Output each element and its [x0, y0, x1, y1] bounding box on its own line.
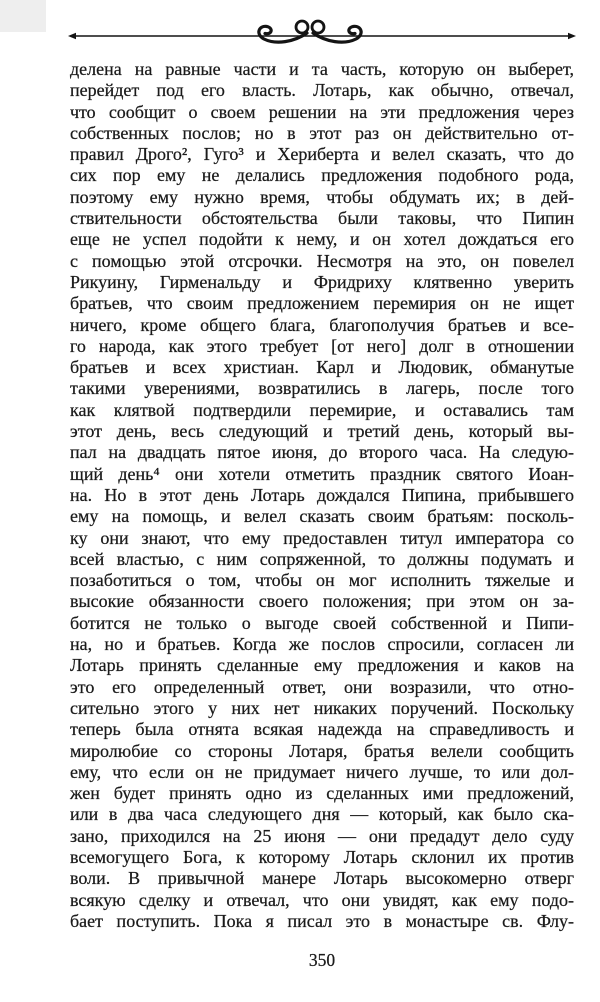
text-line-28: на, но и братьев. Когда же послов спросили, согласен ли	[70, 634, 574, 655]
text-line-32: теперь была отнята всякая надежда на справедливость и	[70, 719, 574, 740]
text-line-27: ботится не только о выгоде своей собственной и Пипи-	[70, 612, 574, 633]
text-line-7: поэтому ему нужно время, чтобы обдумать их; в дей-	[70, 186, 574, 207]
text-line-9: еще не успел подойти к нему, и он хотел дождаться его	[70, 229, 574, 250]
text-line-41: бает поступить. Пока я писал это в монастыре св. Флу-	[70, 910, 574, 931]
text-line-20: щий день⁴ они хотели отметить праздник святого Иоан-	[70, 463, 574, 484]
text-line-2: перейдет под его власть. Лотарь, как обычно, отвечал,	[70, 80, 574, 101]
text-line-18: этот день, весь следующий и третий день, который вы-	[70, 421, 574, 442]
text-line-10: с помощью этой отсрочки. Несмотря на это, он повелел	[70, 250, 574, 271]
text-line-13: ничего, кроме общего блага, благополучия братьев и все-	[70, 314, 574, 335]
text-line-3: что сообщит о своем решении на эти предложения через	[70, 101, 574, 122]
text-line-23: ку они знают, что ему предоставлен титул императора со	[70, 527, 574, 548]
text-line-35: жен будет принять одно из сделанных ими предложений,	[70, 783, 574, 804]
text-line-34: ему, что если он не придумает ничего лучше, то или дол-	[70, 761, 574, 782]
text-line-40: всякую сделку и отвечал, что они увидят, как ему подо-	[70, 889, 574, 910]
text-line-5: правил Дрого², Гуго³ и Хериберта и велел сказать, что до	[70, 144, 574, 165]
rule-left-tip	[68, 33, 76, 39]
text-line-37: зано, приходился на 25 июня — они предадут дело суду	[70, 825, 574, 846]
text-line-25: позаботиться о том, чтобы он мог исполнить тяжелые и	[70, 570, 574, 591]
text-line-36: или в два часа следующего дня — который, как было ска-	[70, 804, 574, 825]
text-line-38: всемогущего Бога, к которому Лотарь склонил их против	[70, 846, 574, 867]
text-line-1: делена на равные части и та часть, которую он выберет,	[70, 59, 574, 79]
body-text-block	[70, 59, 574, 932]
text-line-39: воли. В привычной манере Лотарь высокомерно отверг	[70, 868, 574, 889]
text-line-33: миролюбие со стороны Лотаря, братья велели сообщить	[70, 740, 574, 761]
text-line-29: Лотарь принять сделанные ему предложения и каков на	[70, 655, 574, 676]
text-line-17: как клятвой подтвердили перемирие, и оставались там	[70, 399, 574, 420]
text-line-22: ему на помощь, и велел сказать своим братьям: посколь-	[70, 506, 574, 527]
rule-right-tip	[568, 33, 576, 39]
text-line-30: это его определенный ответ, они возразили, что отно-	[70, 676, 574, 697]
text-line-14: го народа, как этого требует [от него] долг в отношении	[70, 335, 574, 356]
text-line-4: собственных послов; но в этот раз он действительно от-	[70, 122, 574, 143]
flourish-center	[259, 21, 361, 42]
text-line-6: сих пор ему не делались предложения подобного рода,	[70, 165, 574, 186]
text-line-16: такими уверениями, возвратились в лагерь, после того	[70, 378, 574, 399]
text-line-21: на. Но в этот день Лотарь дождался Пипина, прибывшего	[70, 484, 574, 505]
text-line-12: братьев, что своим предложением перемирия он не ищет	[70, 293, 574, 314]
text-line-26: высокие обязанности своего положения; при этом он за-	[70, 591, 574, 612]
page-number: 350	[308, 950, 336, 970]
text-line-8: ствительности обстоятельства были таковы, что Пипин	[70, 208, 574, 229]
text-line-31: сительно этого у них нет никаких поручений. Поскольку	[70, 697, 574, 718]
text-line-24: всей властью, с ним сопряженной, то должны подумать и	[70, 548, 574, 569]
text-line-15: братьев и всех христиан. Карл и Людовик, обманутые	[70, 357, 574, 378]
text-line-11: Рикуину, Гирменальду и Фридриху клятвенно уверить	[70, 271, 574, 292]
text-line-19: пал на двадцать пятое июня, до второго часа. На следую-	[70, 442, 574, 463]
divider-flourish-ornament	[0, 0, 600, 60]
